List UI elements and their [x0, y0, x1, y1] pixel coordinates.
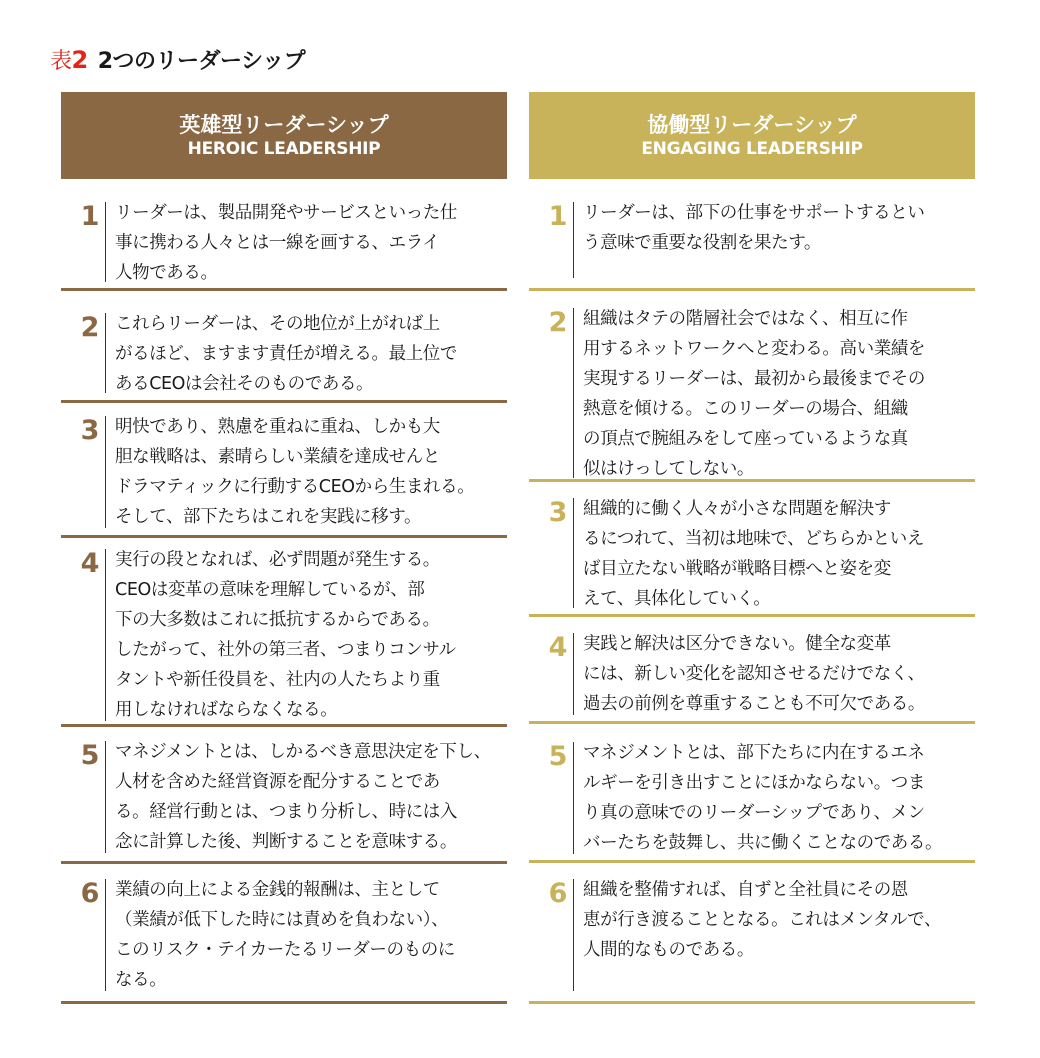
- item-text: 実践と解決は区分できない。健全な変革 には、新しい変化を認知させるだけでなく、 過去の前例を尊重することも不可欠である。: [583, 634, 925, 714]
- item-rule: [573, 742, 574, 854]
- engaging-title-en: ENGAGING LEADERSHIP: [641, 138, 863, 159]
- item-rule: [573, 633, 574, 715]
- engaging-header: [529, 92, 975, 179]
- item-text: マネジメントとは、部下たちに内在するエネ ルギーを引き出すことにほかならない。つま り真の意味でのリーダーシップであり、メン バーたちを鼓舞し、共に働くことなのである。: [583, 743, 943, 853]
- item-text: 組織はタテの階層社会ではなく、相互に作 用するネットワークへと変わる。高い業績を 実現するリーダーは、最初から最後までその 熱意を傾ける。このリーダーの場合、組織 の頂点で腕組みをして座っているような真 似はけっしてしない。: [583, 309, 925, 479]
- separator: [61, 861, 507, 864]
- item-rule: [105, 549, 106, 721]
- separator: [529, 479, 975, 482]
- separator: [529, 288, 975, 291]
- engaging-column: [529, 92, 975, 1007]
- item-number: 5: [80, 740, 100, 771]
- separator: [529, 614, 975, 617]
- separator: [529, 860, 975, 863]
- item-number: 6: [548, 878, 568, 909]
- separator: [61, 724, 507, 727]
- item-text: 明快であり、熟慮を重ねに重ね、しかも大 胆な戦略は、素晴らしい業績を達成せんと ドラマティックに行動するCEOから生まれる。 そして、部下たちはこれを実践に移す。: [115, 417, 475, 527]
- item-text: リーダーは、製品開発やサービスといった仕 事に携わる人々とは一線を画する、エライ 人物である。: [115, 203, 457, 283]
- table-number: 2: [71, 46, 88, 74]
- heroic-title-en: HEROIC LEADERSHIP: [187, 138, 381, 159]
- separator: [529, 1001, 975, 1004]
- item-text: マネジメントとは、しかるべき意思決定を下し、 人材を含めた経営資源を配分することであ る。経営行動とは、つまり分析し、時には入 念に計算した後、判断することを意味する。: [115, 742, 491, 852]
- item-number: 3: [548, 497, 568, 528]
- separator: [61, 400, 507, 403]
- item-number: 4: [80, 548, 100, 579]
- item-rule: [573, 498, 574, 608]
- title-text: 2つのリーダーシップ: [97, 49, 306, 74]
- item-text: 実行の段となれば、必ず問題が発生する。 CEOは変革の意味を理解しているが、部 下の大多数はこれに抵抗するからである。 したがって、社外の第三者、つまりコンサル タントや新任役員を、社内の人たちより重 用しなければならなくなる。: [115, 550, 456, 720]
- item-number: 2: [80, 312, 100, 343]
- heroic-header: [61, 92, 507, 179]
- separator: [529, 721, 975, 724]
- item-text: 組織的に働く人々が小さな問題を解決す るにつれて、当初は地味で、どちらかといえ ば目立たない戦略が戦略目標へと姿を変 えて、具体化していく。: [583, 499, 924, 609]
- item-text: リーダーは、部下の仕事をサポートするとい う意味で重要な役割を果たす。: [583, 203, 925, 253]
- item-rule: [573, 202, 574, 278]
- item-rule: [105, 202, 106, 282]
- item-rule: [573, 308, 574, 478]
- engaging-title-ja: 協働型リーダーシップ: [647, 112, 857, 137]
- item-number: 1: [80, 201, 100, 232]
- heroic-column: [61, 92, 507, 1007]
- item-text: 組織を整備すれば、自ずと全社員にその恩 恵が行き渡ることとなる。これはメンタルで、 人間的なものである。: [583, 880, 942, 960]
- item-rule: [105, 416, 106, 528]
- item-rule: [105, 313, 106, 393]
- item-number: 6: [80, 878, 100, 909]
- item-text: 業績の向上による金銭的報酬は、主として （業績が低下した時には責めを負わない）、 このリスク・テイカーたるリーダーのものに なる。: [115, 880, 455, 990]
- item-rule: [105, 741, 106, 853]
- item-number: 1: [548, 201, 568, 232]
- item-text: これらリーダーは、その地位が上がれば上 がるほど、ますます責任が増える。最上位で あるCEOは会社そのものである。: [115, 314, 457, 394]
- item-number: 2: [548, 307, 568, 338]
- item-number: 4: [548, 632, 568, 663]
- table-title: [50, 44, 305, 78]
- item-rule: [105, 879, 106, 991]
- item-number: 5: [548, 741, 568, 772]
- item-rule: [573, 879, 574, 991]
- separator: [61, 288, 507, 291]
- separator: [61, 1001, 507, 1004]
- heroic-title-ja: 英雄型リーダーシップ: [179, 112, 389, 137]
- item-number: 3: [80, 415, 100, 446]
- separator: [61, 535, 507, 538]
- table-label: 表: [50, 49, 72, 74]
